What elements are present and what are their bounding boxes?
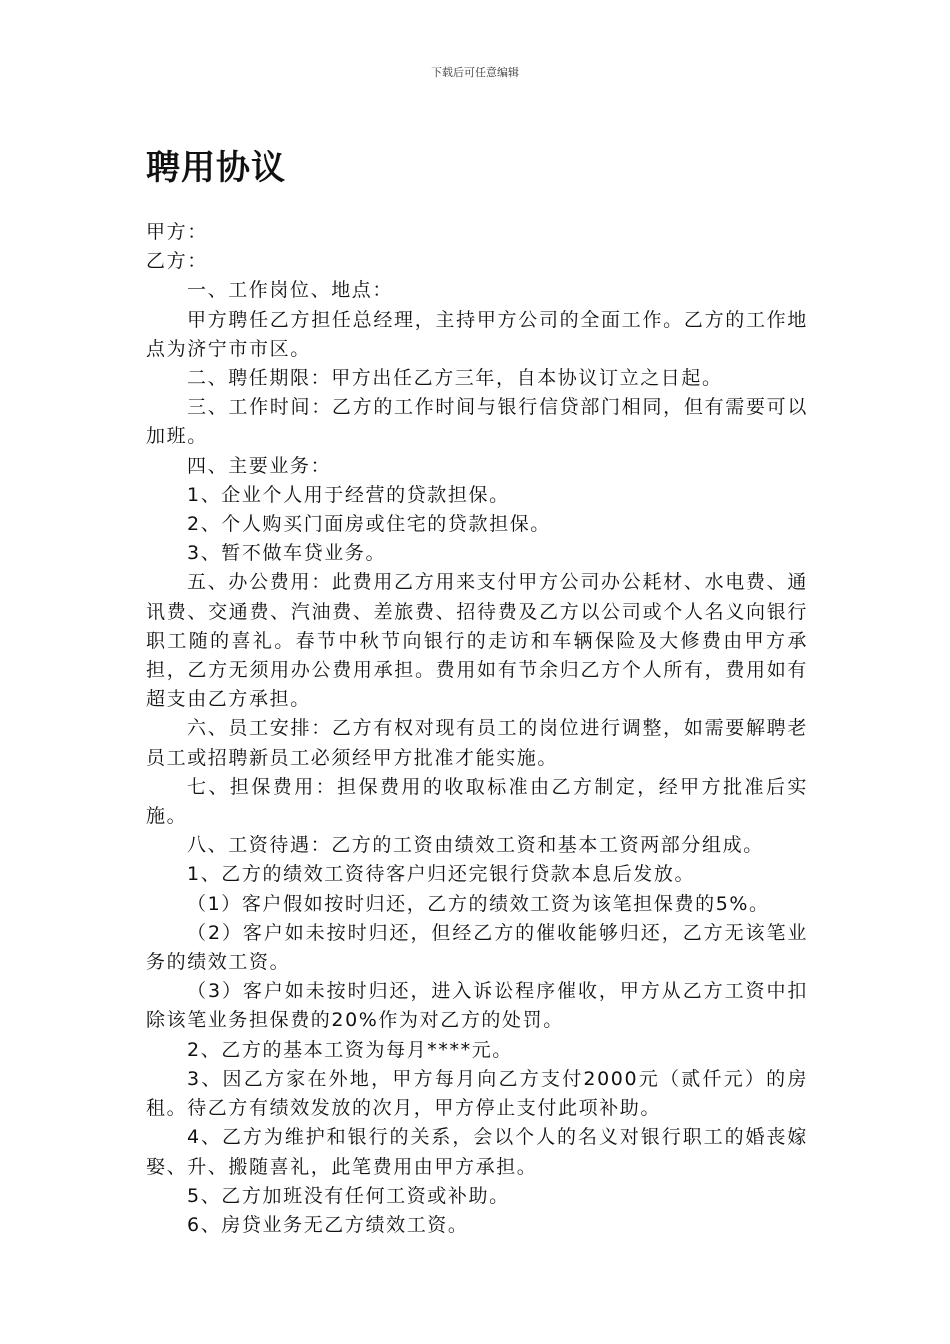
paragraph: （3）客户如未按时归还，进入诉讼程序催收，甲方从乙方工资中扣除该笔业务担保费的20%作为对乙方的处罚。 [146, 980, 808, 1032]
header-note: 下载后可任意编辑 [431, 66, 519, 79]
paragraph: 6、房贷业务无乙方绩效工资。 [187, 1213, 469, 1236]
paragraph: 2、乙方的基本工资为每月****元。 [187, 1038, 513, 1061]
document-body [146, 218, 808, 1240]
paragraph: 3、暂不做车贷业务。 [187, 542, 387, 565]
paragraph: 二、聘任期限：甲方出任乙方三年，自本协议订立之日起。 [187, 367, 723, 390]
paragraph: 一、工作岗位、地点： [187, 279, 394, 302]
paragraph: （2）客户如未按时归还，但经乙方的催收能够归还，乙方无该笔业务的绩效工资。 [146, 921, 808, 974]
paragraph: 三、工作时间：乙方的工作时间与银行信贷部门相同，但有需要可以加班。 [146, 396, 808, 448]
paragraph: 甲方： [146, 221, 208, 243]
paragraph: 2、个人购买门面房或住宅的贷款担保。 [187, 513, 551, 536]
paragraph: 3、因乙方家在外地，甲方每月向乙方支付2000元（贰仟元）的房租。待乙方有绩效发放的次月，甲方停止支付此项补助。 [146, 1067, 808, 1120]
paragraph: 乙方： [146, 250, 208, 273]
paragraph: 五、办公费用：此费用乙方用来支付甲方公司办公耗材、水电费、通讯费、交通费、汽油费、差旅费、招待费及乙方以公司或个人名义向银行职工随的喜礼。春节中秋节向银行的走访和车辆保险及大修费由甲方承担，乙方无须用办公费用承担。费用如有节余归乙方个人所有，费用如有超支由乙方承担。 [146, 571, 808, 711]
document-title: 聘用协议 [146, 148, 286, 188]
paragraph: 七、担保费用：担保费用的收取标准由乙方制定，经甲方批准后实施。 [146, 775, 808, 828]
paragraph: 四、主要业务： [187, 454, 332, 477]
paragraph: 甲方聘任乙方担任总经理，主持甲方公司的全面工作。乙方的工作地点为济宁市市区。 [146, 308, 808, 360]
paragraph: （1）客户假如按时归还，乙方的绩效工资为该笔担保费的5%。 [187, 892, 770, 915]
paragraph: 六、员工安排：乙方有权对现有员工的岗位进行调整，如需要解聘老员工或招聘新员工必须经甲方批准才能实施。 [146, 717, 808, 769]
paragraph: 4、乙方为维护和银行的关系，会以个人的名义对银行职工的婚丧嫁娶、升、搬随喜礼，此笔费用由甲方承担。 [146, 1126, 808, 1178]
paragraph: 1、企业个人用于经营的贷款担保。 [187, 483, 510, 506]
paragraph: 5、乙方加班没有任何工资或补助。 [187, 1184, 510, 1207]
paragraph: 1、乙方的绩效工资待客户归还完银行贷款本息后发放。 [187, 863, 696, 886]
paragraph: 八、工资待遇：乙方的工资由绩效工资和基本工资两部分组成。 [187, 834, 764, 857]
